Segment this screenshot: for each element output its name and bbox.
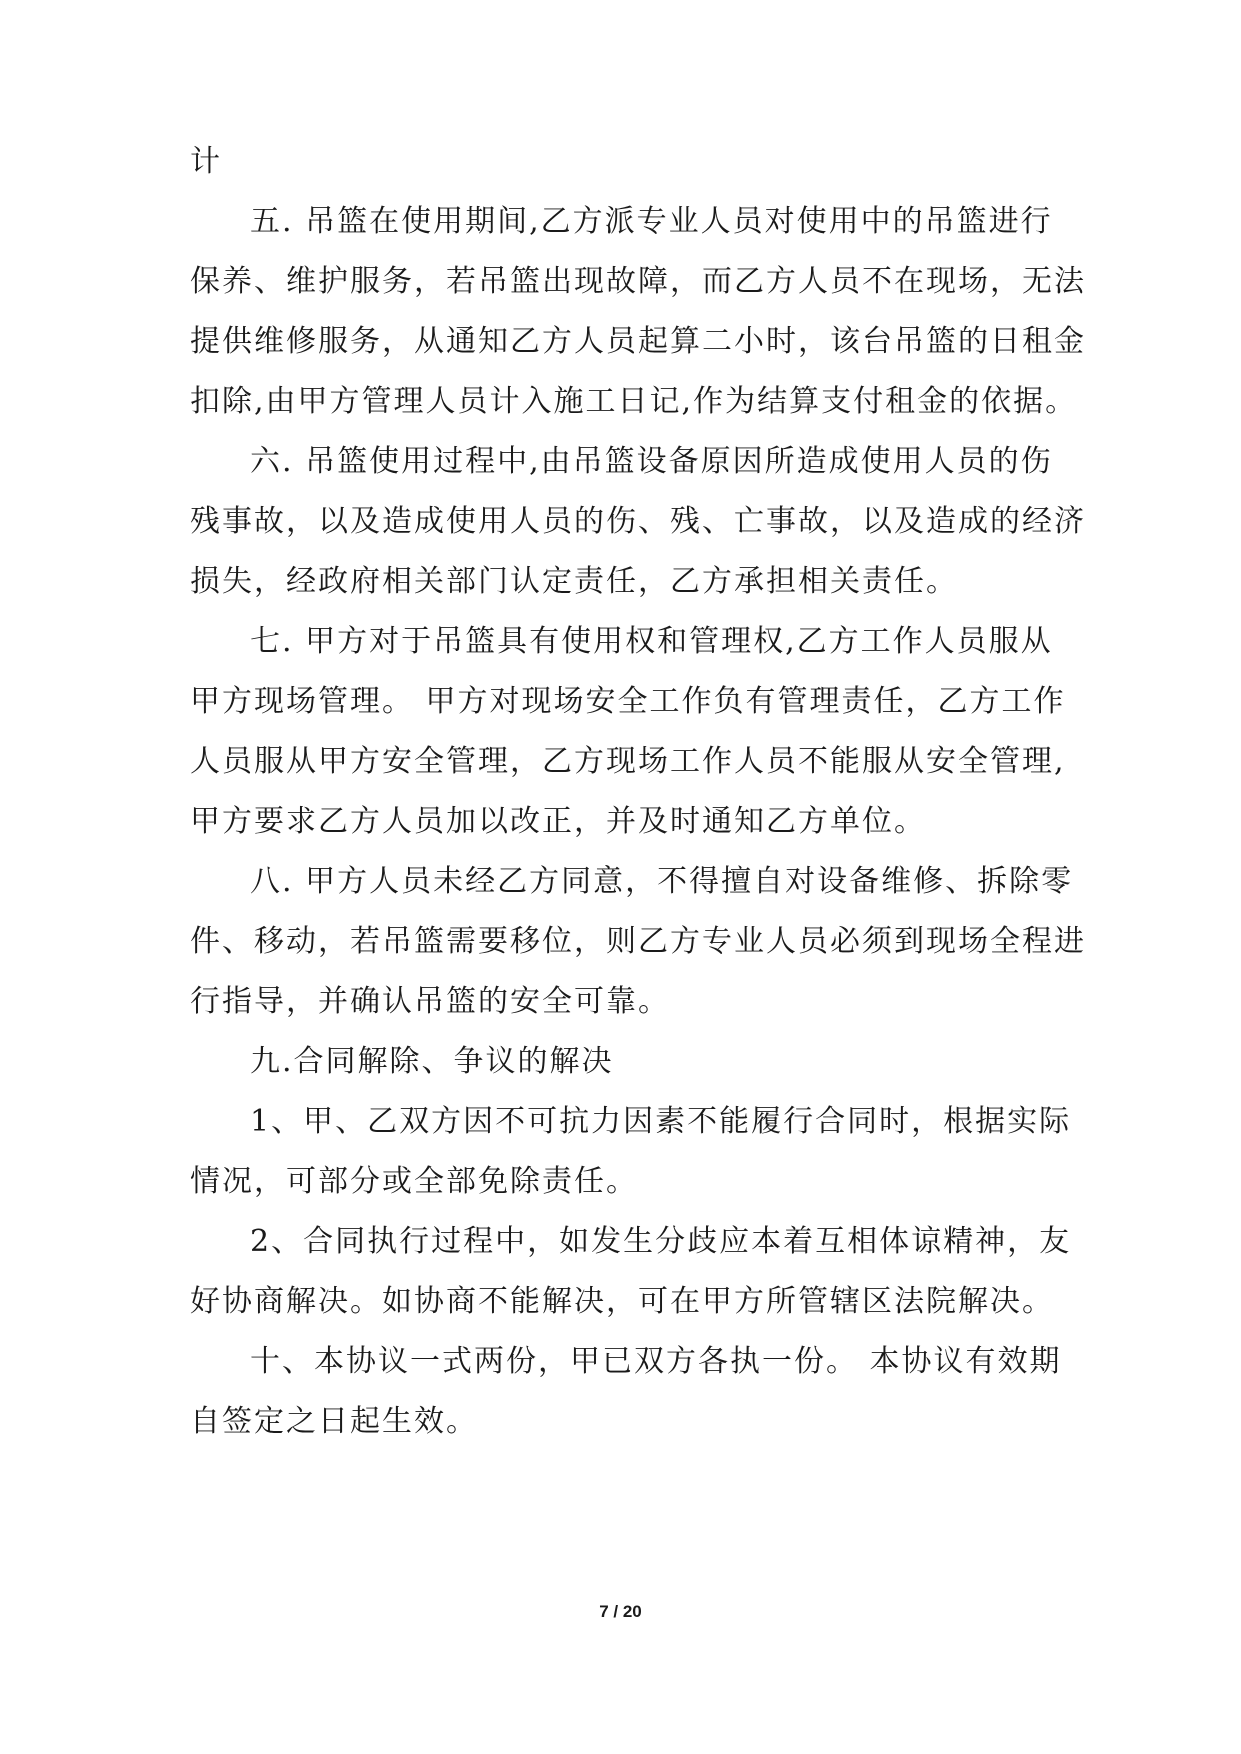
text-line: 人员服从甲方安全管理，乙方现场工作人员不能服从安全管理, (190, 744, 1066, 779)
text-line: 十、本协议一式两份，甲已双方各执一份。 本协议有效期 (250, 1344, 1062, 1379)
text-line: 六. 吊篮使用过程中,由吊篮设备原因所造成使用人员的伤 (250, 444, 1053, 479)
text-line: 七. 甲方对于吊篮具有使用权和管理权,乙方工作人员服从 (250, 624, 1053, 659)
text-line: 保养、维护服务，若吊篮出现故障，而乙方人员不在现场，无法 (190, 264, 1086, 299)
text-line: 提供维修服务，从通知乙方人员起算二小时，该台吊篮的日租金 (190, 324, 1086, 359)
page-number: 7 / 20 (599, 1602, 642, 1621)
text-line: 残事故，以及造成使用人员的伤、残、亡事故，以及造成的经济 (190, 504, 1086, 539)
text-line: 甲方要求乙方人员加以改正，并及时通知乙方单位。 (190, 804, 926, 839)
text-line: 甲方现场管理。 甲方对现场安全工作负有管理责任，乙方工作 (190, 684, 1066, 719)
text-line: 件、移动，若吊篮需要移位，则乙方专业人员必须到现场全程进 (190, 924, 1086, 959)
text-line: 行指导，并确认吊篮的安全可靠。 (190, 984, 670, 1019)
text-line: 好协商解决。如协商不能解决，可在甲方所管辖区法院解决。 (190, 1284, 1054, 1319)
text-line: 情况，可部分或全部免除责任。 (190, 1164, 638, 1199)
text-line: 损失，经政府相关部门认定责任，乙方承担相关责任。 (190, 564, 958, 599)
text-line: 五. 吊篮在使用期间,乙方派专业人员对使用中的吊篮进行 (250, 204, 1053, 239)
text-line: 自签定之日起生效。 (190, 1404, 478, 1439)
text-line: 2、合同执行过程中，如发生分歧应本着互相体谅精神，友 (250, 1224, 1072, 1259)
text-line: 1、甲、乙双方因不可抗力因素不能履行合同时，根据实际 (250, 1104, 1072, 1139)
text-line: 八. 甲方人员未经乙方同意，不得擅自对设备维修、拆除零 (250, 864, 1074, 899)
text-line: 计 (190, 144, 222, 179)
text-line: 扣除,由甲方管理人员计入施工日记,作为结算支付租金的依据。 (190, 384, 1078, 419)
section-heading: 九.合同解除、争议的解决 (250, 1044, 614, 1079)
